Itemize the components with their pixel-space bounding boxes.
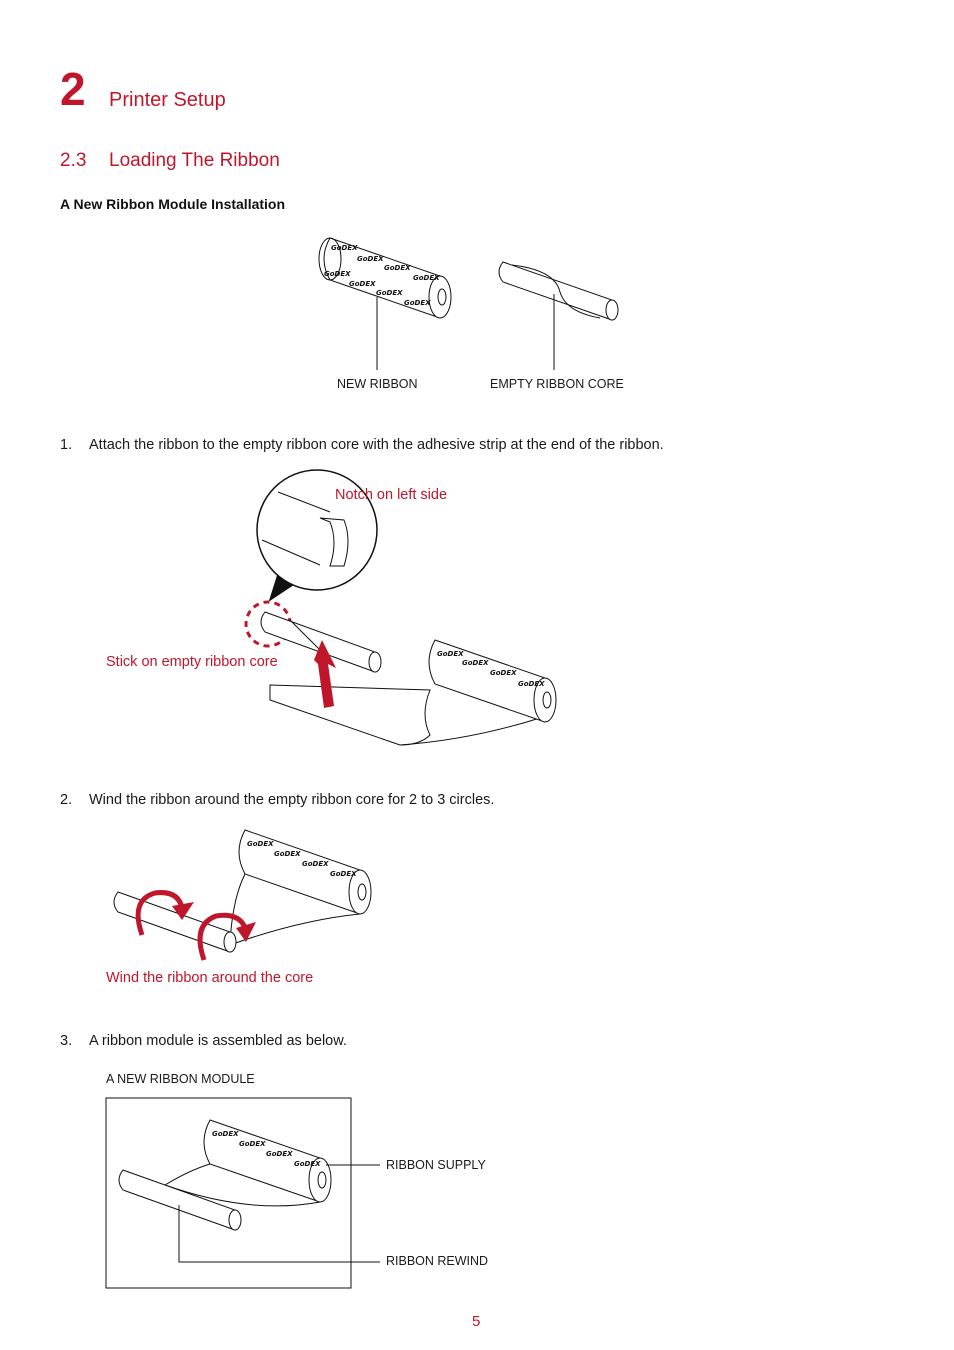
brand-mark: GoDEX xyxy=(404,299,431,307)
brand-mark: GoDEX xyxy=(376,289,403,297)
section-title: Loading The Ribbon xyxy=(109,150,280,171)
subheading: A New Ribbon Module Installation xyxy=(60,196,286,212)
step-3-number: 3. xyxy=(60,1033,73,1049)
brand-mark: GoDEX xyxy=(324,270,351,278)
brand-mark: GoDEX xyxy=(357,255,384,263)
brand-mark: GoDEX xyxy=(302,860,329,868)
brand-mark: GoDEX xyxy=(247,840,274,848)
ribbon-rewind-label: RIBBON REWIND xyxy=(386,1254,489,1268)
brand-mark: GoDEX xyxy=(413,274,440,282)
brand-mark: GoDEX xyxy=(349,280,376,288)
brand-mark: GoDEX xyxy=(330,870,357,878)
module-title: A NEW RIBBON MODULE xyxy=(106,1072,255,1086)
brand-mark: GoDEX xyxy=(266,1150,293,1158)
brand-mark: GoDEX xyxy=(294,1160,321,1168)
step-2-text: Wind the ribbon around the empty ribbon core for 2 to 3 circles. xyxy=(89,792,495,808)
notch-label: Notch on left side xyxy=(335,487,448,503)
step-3-text: A ribbon module is assembled as below. xyxy=(89,1033,347,1049)
page-number: 5 xyxy=(472,1313,481,1330)
brand-mark: GoDEX xyxy=(518,680,545,688)
brand-mark: GoDEX xyxy=(490,669,517,677)
empty-core-label: EMPTY RIBBON CORE xyxy=(490,377,624,391)
brand-mark: GoDEX xyxy=(239,1140,266,1148)
brand-mark: GoDEX xyxy=(384,264,411,272)
brand-mark: GoDEX xyxy=(437,650,464,658)
brand-mark: GoDEX xyxy=(462,659,489,667)
step-1-text: Attach the ribbon to the empty ribbon core with the adhesive strip at the end of the ribbon. xyxy=(89,437,664,453)
step-2-number: 2. xyxy=(60,792,73,808)
ribbon-supply-label: RIBBON SUPPLY xyxy=(386,1158,486,1172)
step-1-number: 1. xyxy=(60,437,73,453)
wind-label: Wind the ribbon around the core xyxy=(106,970,314,986)
stick-label: Stick on empty ribbon core xyxy=(106,654,278,670)
brand-mark: GoDEX xyxy=(331,244,358,252)
new-ribbon-label: NEW RIBBON xyxy=(337,377,418,391)
brand-mark: GoDEX xyxy=(212,1130,239,1138)
section-number: 2.3 xyxy=(60,150,87,171)
chapter-title: Printer Setup xyxy=(109,89,226,111)
chapter-number: 2 xyxy=(60,63,86,115)
brand-mark: GoDEX xyxy=(274,850,301,858)
